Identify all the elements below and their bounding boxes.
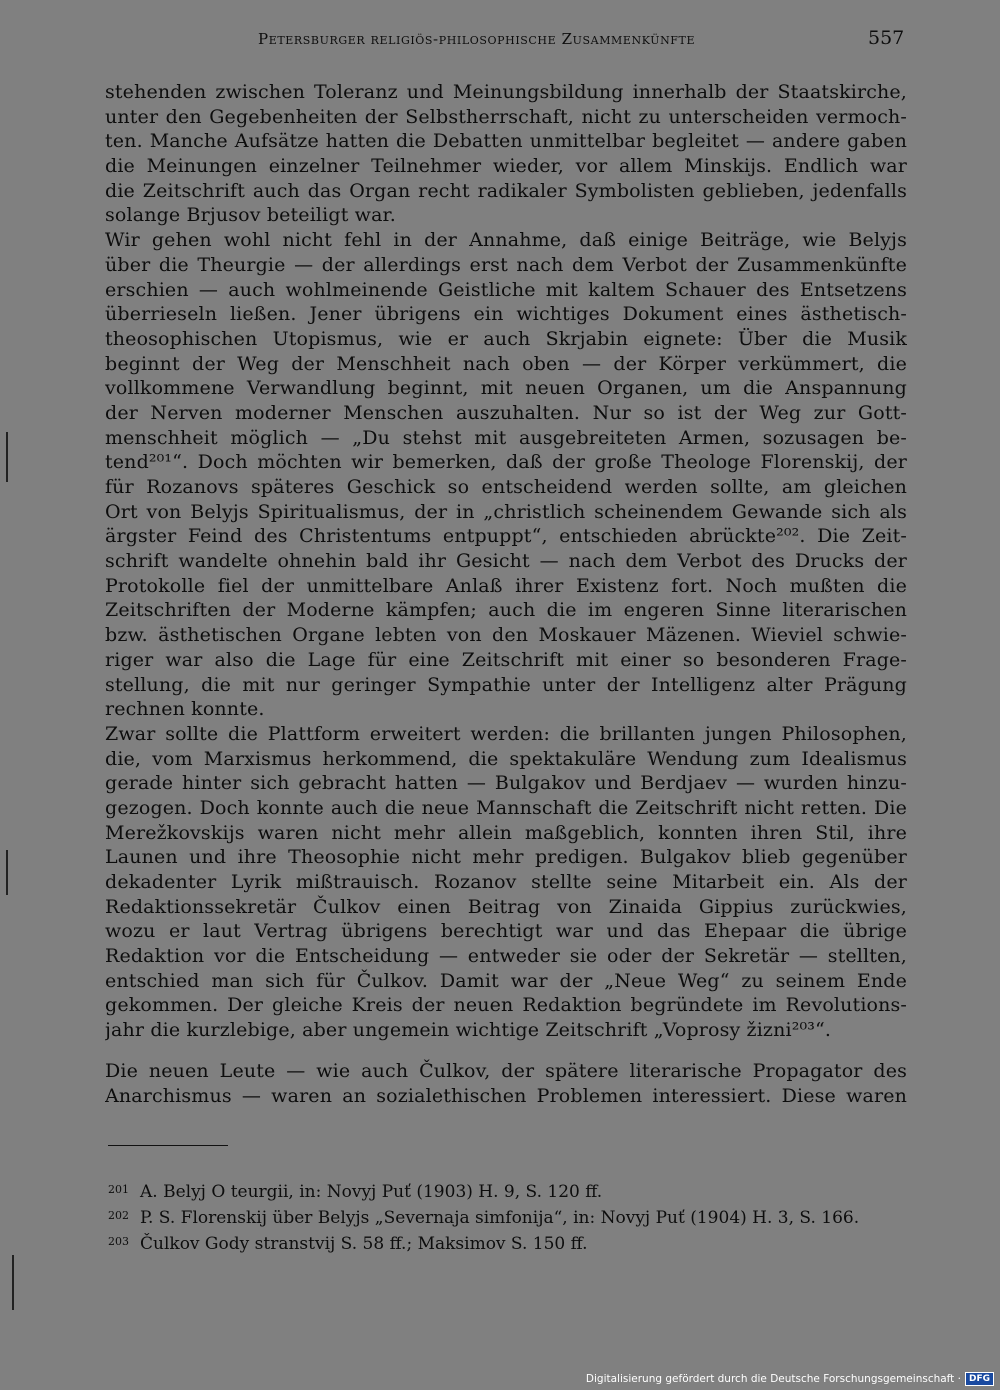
text-line: Wir gehen wohl nicht fehl in der Annahme, daß einige Beiträge, wie Belyjs bbox=[105, 229, 907, 252]
digitization-credit bbox=[586, 1371, 994, 1387]
text-line: Ort von Belyjs Spiritualismus, der in „christlich scheinendem Gewande sich als bbox=[105, 500, 907, 523]
text-line: Redaktionssekretär Čulkov einen Beitrag von Zinaida Gippius zurückwies, bbox=[105, 895, 907, 918]
footnote-text: A. Belyj O teurgii, in: Novyj Puť (1903) H. 9, S. 120 ff. bbox=[140, 1182, 603, 1202]
footnote-text: Čulkov Gody stranstvij S. 58 ff.; Maksimov S. 150 ff. bbox=[140, 1234, 588, 1254]
text-line: überrieseln ließen. Jener übrigens ein wichtiges Dokument eines ästhetisch- bbox=[105, 303, 907, 326]
text-line: beginnt der Weg der Menschheit nach oben — der Körper verkümmert, die bbox=[105, 352, 907, 375]
text-line: tend²⁰¹“. Doch möchten wir bemerken, daß der große Theologe Florenskij, der bbox=[105, 451, 907, 474]
margin-mark bbox=[6, 432, 8, 482]
footnotes bbox=[108, 1177, 918, 1255]
dfg-logo-icon: DFG bbox=[965, 1372, 994, 1386]
footnote-number: 201 bbox=[108, 1183, 129, 1196]
text-line: die Zeitschrift auch das Organ recht radikaler Symbolisten geblieben, jedenfalls bbox=[105, 179, 907, 202]
text-line: entschied man sich für Čulkov. Damit war der „Neue Weg“ zu seinem Ende bbox=[105, 969, 907, 992]
text-line: für Rozanovs späteres Geschick so entscheidend werden sollte, am gleichen bbox=[105, 476, 907, 498]
footnote-text: P. S. Florenskij über Belyjs „Severnaja simfonija“, in: Novyj Puť (1904) H. 3, S. 166. bbox=[140, 1208, 860, 1228]
text-line: stehenden zwischen Toleranz und Meinungsbildung innerhalb der Staatskirche, bbox=[105, 81, 907, 103]
margin-mark bbox=[12, 1255, 14, 1310]
text-line: gekommen. Der gleiche Kreis der neuen Redaktion begründete im Revolutions- bbox=[105, 994, 907, 1017]
text-line: dekadenter Lyrik mißtrauisch. Rozanov stellte seine Mitarbeit ein. Als der bbox=[105, 871, 907, 893]
text-line: riger war also die Lage für eine Zeitschrift mit einer so besonderen Frage- bbox=[105, 648, 907, 671]
footnote bbox=[108, 1229, 918, 1255]
text-line: Redaktion vor die Entscheidung — entweder sie oder der Sekretär — stellten, bbox=[105, 945, 907, 968]
text-line: gerade hinter sich gebracht hatten — Bulgakov und Berdjaev — wurden hinzu- bbox=[105, 772, 907, 795]
credit-text: Digitalisierung gefördert durch die Deutsche Forschungsgemeinschaft · bbox=[585, 1373, 961, 1385]
running-title: Petersburger religiös-philosophische Zusammenkünfte bbox=[258, 30, 696, 48]
text-line: erschien — auch wohlmeinende Geistliche mit kaltem Schauer des Entsetzens bbox=[105, 278, 907, 301]
text-line: Anarchismus — waren an sozialethischen Problemen interessiert. Diese waren bbox=[105, 1084, 907, 1107]
body-text bbox=[105, 80, 907, 1108]
text-line: Zeitschriften der Moderne kämpfen; auch die im engeren Sinne literarischen bbox=[105, 599, 907, 622]
text-line: wozu er laut Vertrag übrigens berechtigt war und das Ehepaar die übrige bbox=[105, 920, 907, 943]
text-line: unter den Gegebenheiten der Selbstherrschaft, nicht zu unterscheiden vermoch- bbox=[105, 105, 907, 128]
text-line: stellung, die mit nur geringer Sympathie unter der Intelligenz alter Prägung bbox=[105, 673, 907, 696]
footnote bbox=[108, 1203, 918, 1229]
text-line: gezogen. Doch konnte auch die neue Mannschaft die Zeitschrift nicht retten. Die bbox=[105, 796, 907, 819]
footnote-number: 202 bbox=[108, 1209, 129, 1222]
margin-mark bbox=[6, 850, 8, 895]
text-line: jahr die kurzlebige, aber ungemein wichtige Zeitschrift „Voprosy žizni²⁰³“. bbox=[105, 1019, 832, 1042]
text-line: die, vom Marxismus herkommend, die spektakuläre Wendung zum Idealismus bbox=[105, 747, 907, 770]
text-line: Launen und ihre Theosophie nicht mehr predigen. Bulgakov blieb gegenüber bbox=[105, 846, 907, 869]
text-line: Die neuen Leute — wie auch Čulkov, der spätere literarische Propagator des bbox=[105, 1059, 907, 1082]
text-line: bzw. ästhetischen Organe lebten von den Moskauer Mäzenen. Wieviel schwie- bbox=[105, 624, 907, 647]
text-line: ten. Manche Aufsätze hatten die Debatten unmittelbar begleitet — andere gaben bbox=[105, 130, 907, 153]
text-line: menschheit möglich — „Du stehst mit ausgebreiteten Armen, sozusagen be- bbox=[105, 426, 907, 449]
text-line: Merežkovskijs waren nicht mehr allein maßgeblich, konnten ihren Stil, ihre bbox=[105, 821, 907, 844]
text-line: ärgster Feind des Christentums entpuppt“, entschieden abrückte²⁰². Die Zeit- bbox=[105, 525, 907, 548]
text-line: solange Brjusov beteiligt war. bbox=[105, 204, 396, 227]
text-line: der Nerven moderner Menschen auszuhalten. Nur so ist der Weg zur Gott- bbox=[105, 401, 907, 424]
text-line: Zwar sollte die Plattform erweitert werden: die brillanten jungen Philosophen, bbox=[105, 722, 907, 745]
text-line: vollkommene Verwandlung beginnt, mit neuen Organen, um die Anspannung bbox=[105, 377, 907, 400]
footnote-number: 203 bbox=[108, 1235, 129, 1248]
paragraph-gap bbox=[105, 1043, 907, 1059]
footnote bbox=[108, 1177, 918, 1203]
text-line: über die Theurgie — der allerdings erst nach dem Verbot der Zusammenkünfte bbox=[105, 253, 907, 276]
text-line: theosophischen Utopismus, wie er auch Skrjabin eignete: Über die Musik bbox=[105, 327, 907, 350]
text-line: schrift wandelte ohnehin bald ihr Gesicht — nach dem Verbot des Drucks der bbox=[105, 550, 907, 573]
text-line: rechnen konnte. bbox=[105, 698, 265, 721]
text-line: Protokolle fiel der unmittelbare Anlaß ihrer Existenz fort. Noch mußten die bbox=[105, 574, 907, 597]
text-line: die Meinungen einzelner Teilnehmer wieder, vor allem Minskijs. Endlich war bbox=[105, 155, 907, 178]
page-number: 557 bbox=[868, 27, 905, 49]
footnote-rule bbox=[108, 1145, 228, 1146]
